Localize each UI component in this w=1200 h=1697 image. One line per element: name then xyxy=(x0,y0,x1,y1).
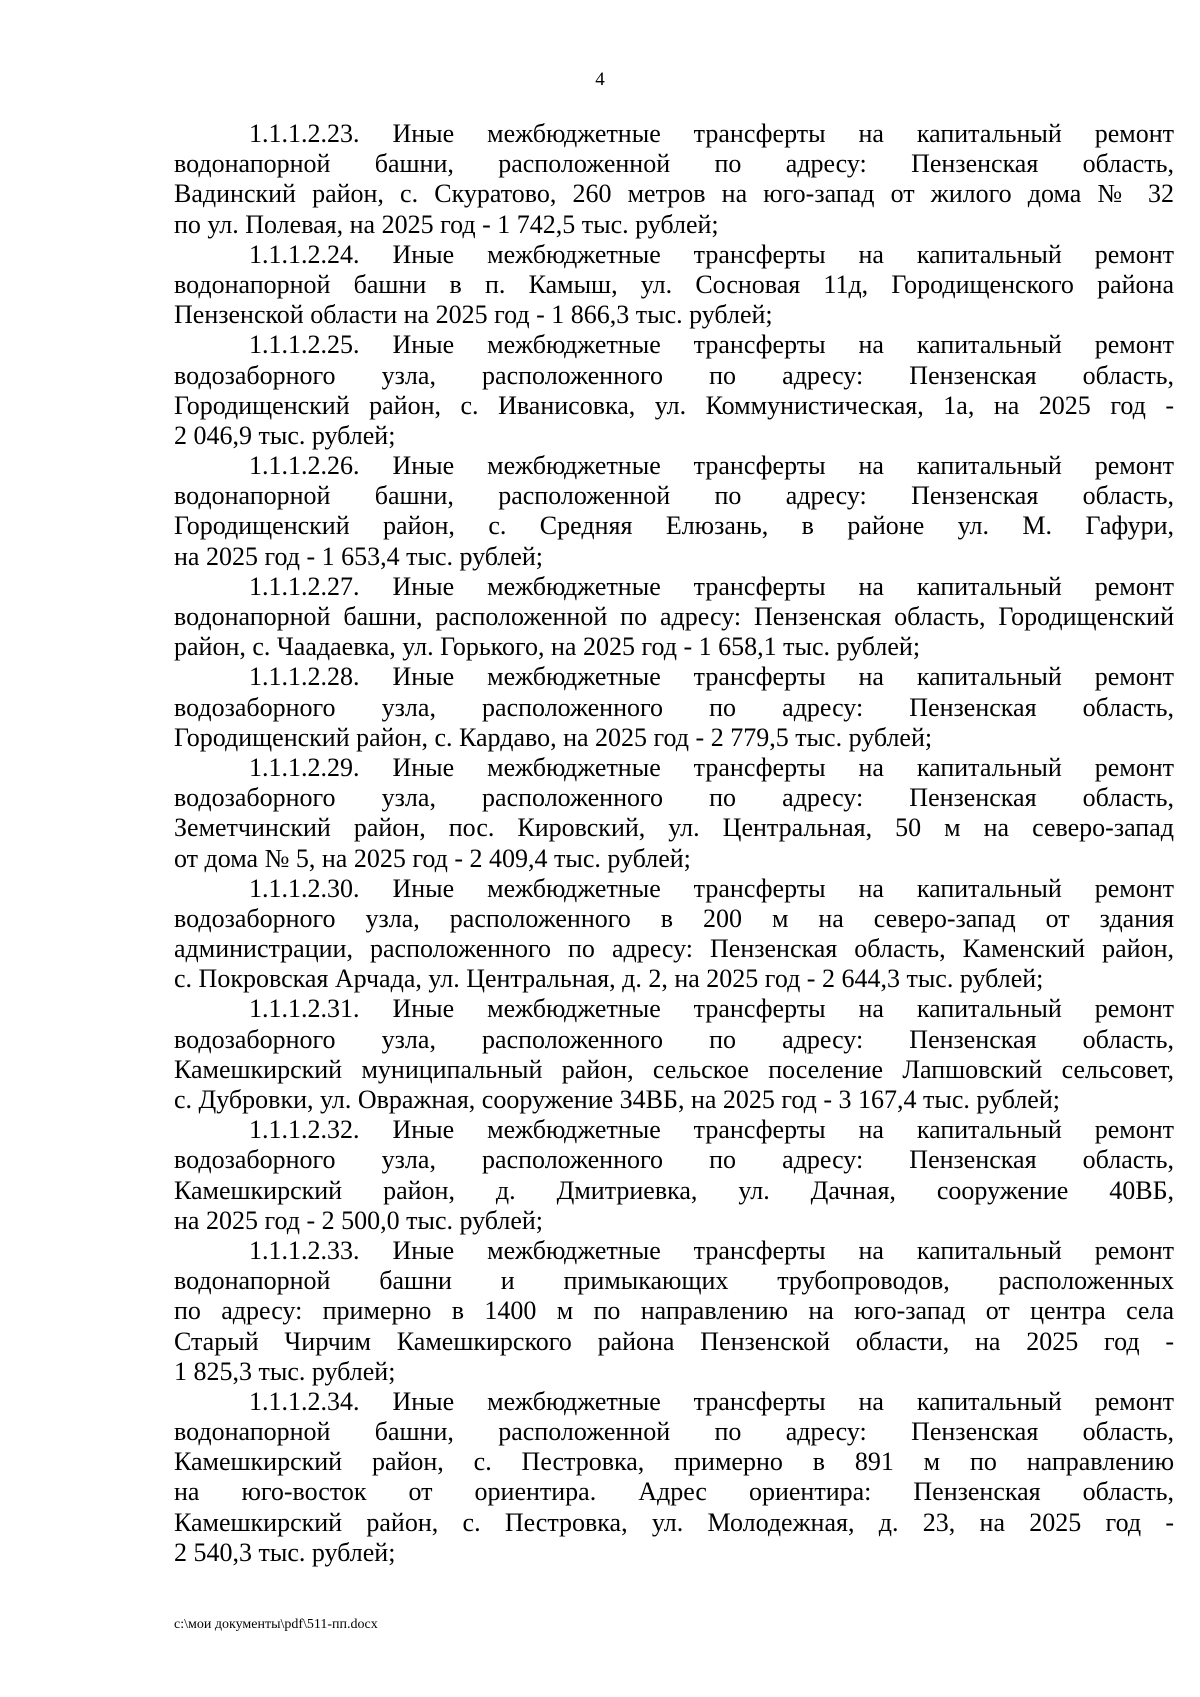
paragraph-line: водонапорной башни, расположенной по адресу: Пензенская область, xyxy=(174,481,1174,511)
paragraph-first-line: 1.1.1.2.25. Иные межбюджетные трансферты на капитальный ремонт xyxy=(249,330,1174,360)
paragraph-line: Городищенский район, с. Средняя Елюзань, в районе ул. М. Гафури, xyxy=(174,511,1174,541)
paragraph-line: водонапорной башни, расположенной по адресу: Пензенская область, xyxy=(174,1417,1174,1447)
paragraph-first-line: 1.1.1.2.31. Иные межбюджетные трансферты на капитальный ремонт xyxy=(249,994,1174,1024)
paragraph-first-line: 1.1.1.2.32. Иные межбюджетные трансферты на капитальный ремонт xyxy=(249,1115,1174,1145)
paragraph-item xyxy=(174,994,1174,1115)
paragraph-line: водонапорной башни в п. Камыш, ул. Сосновая 11д, Городищенского района xyxy=(174,269,1174,299)
paragraph-first-line: 1.1.1.2.26. Иные межбюджетные трансферты на капитальный ремонт xyxy=(249,451,1174,481)
paragraph-line: водозаборного узла, расположенного по адресу: Пензенская область, xyxy=(174,692,1174,722)
paragraph-item xyxy=(174,1387,1174,1568)
paragraph-item xyxy=(174,1115,1174,1236)
paragraph-first-line: 1.1.1.2.28. Иные межбюджетные трансферты на капитальный ремонт xyxy=(249,662,1174,692)
paragraph-item xyxy=(174,451,1174,572)
paragraph-line: водонапорной башни, расположенной по адресу: Пензенская область, xyxy=(174,149,1174,179)
paragraph-line: 2 540,3 тыс. рублей; xyxy=(174,1537,396,1567)
document-body xyxy=(174,119,1174,1568)
paragraph-line: водозаборного узла, расположенного по адресу: Пензенская область, xyxy=(174,783,1174,813)
paragraph-line: от дома № 5, на 2025 год - 2 409,4 тыс. рублей; xyxy=(174,843,691,873)
paragraph-line: Камешкирский район, с. Пестровка, ул. Молодежная, д. 23, на 2025 год - xyxy=(174,1507,1174,1537)
paragraph-line: по ул. Полевая, на 2025 год - 1 742,5 тыс. рублей; xyxy=(174,209,719,239)
paragraph-first-line: 1.1.1.2.30. Иные межбюджетные трансферты на капитальный ремонт xyxy=(249,873,1174,903)
paragraph-line: 1 825,3 тыс. рублей; xyxy=(174,1356,396,1386)
paragraph-line: Старый Чирчим Камешкирского района Пензенской области, на 2025 год - xyxy=(174,1326,1174,1356)
paragraph-item xyxy=(174,662,1174,753)
paragraph-line: водозаборного узла, расположенного в 200 м на северо-запад от здания xyxy=(174,903,1174,933)
paragraph-line: Пензенской области на 2025 год - 1 866,3 тыс. рублей; xyxy=(174,300,773,330)
paragraph-line: с. Покровская Арчада, ул. Центральная, д. 2, на 2025 год - 2 644,3 тыс. рублей; xyxy=(174,964,1044,994)
paragraph-line: Городищенский район, с. Кардаво, на 2025 год - 2 779,5 тыс. рублей; xyxy=(174,722,933,752)
paragraph-item xyxy=(174,1236,1174,1387)
paragraph-line: на 2025 год - 1 653,4 тыс. рублей; xyxy=(174,541,544,571)
paragraph-line: Камешкирский район, д. Дмитриевка, ул. Дачная, сооружение 40ВБ, xyxy=(174,1175,1174,1205)
paragraph-line: водозаборного узла, расположенного по адресу: Пензенская область, xyxy=(174,1145,1174,1175)
paragraph-item xyxy=(174,572,1174,663)
paragraph-line: с. Дубровки, ул. Овражная, сооружение 34ВБ, на 2025 год - 3 167,4 тыс. рублей; xyxy=(174,1085,1060,1114)
paragraph-first-line: 1.1.1.2.27. Иные межбюджетные трансферты на капитальный ремонт xyxy=(249,571,1174,601)
paragraph-first-line: 1.1.1.2.29. Иные межбюджетные трансферты на капитальный ремонт xyxy=(249,752,1174,782)
paragraph-line: Камешкирский муниципальный район, сельское поселение Лапшовский сельсовет, xyxy=(174,1054,1174,1084)
paragraph-line: на юго-восток от ориентира. Адрес ориентира: Пензенская область, xyxy=(174,1477,1174,1507)
paragraph-line: 2 046,9 тыс. рублей; xyxy=(174,420,396,450)
paragraph-line: на 2025 год - 2 500,0 тыс. рублей; xyxy=(174,1205,544,1235)
paragraph-line: водозаборного узла, расположенного по адресу: Пензенская область, xyxy=(174,1024,1174,1054)
paragraph-item xyxy=(174,119,1174,240)
paragraph-item xyxy=(174,240,1174,331)
paragraph-item xyxy=(174,753,1174,874)
paragraph-line: по адресу: примерно в 1400 м по направлению на юго-запад от центра села xyxy=(174,1296,1174,1326)
paragraph-first-line: 1.1.1.2.24. Иные межбюджетные трансферты на капитальный ремонт xyxy=(249,239,1174,269)
paragraph-line: Камешкирский район, с. Пестровка, примерно в 891 м по направлению xyxy=(174,1447,1174,1477)
paragraph-line: администрации, расположенного по адресу: Пензенская область, Каменский район, xyxy=(174,934,1174,964)
paragraph-line: Земетчинский район, пос. Кировский, ул. Центральная, 50 м на северо-запад xyxy=(174,813,1174,843)
paragraph-first-line: 1.1.1.2.34. Иные межбюджетные трансферты на капитальный ремонт xyxy=(249,1386,1174,1416)
paragraph-item xyxy=(174,874,1174,995)
paragraph-line: район, с. Чаадаевка, ул. Горького, на 2025 год - 1 658,1 тыс. рублей; xyxy=(174,632,921,662)
paragraph-line: Городищенский район, с. Иванисовка, ул. Коммунистическая, 1а, на 2025 год - xyxy=(174,390,1174,420)
paragraph-line: водонапорной башни, расположенной по адресу: Пензенская область, Городищенский xyxy=(174,602,1174,631)
page-number: 4 xyxy=(595,69,605,90)
paragraph-item xyxy=(174,330,1174,451)
paragraph-first-line: 1.1.1.2.33. Иные межбюджетные трансферты на капитальный ремонт xyxy=(249,1235,1174,1265)
paragraph-line: водонапорной башни и примыкающих трубопроводов, расположенных xyxy=(174,1266,1174,1296)
paragraph-line: Вадинский район, с. Скуратово, 260 метров на юго-запад от жилого дома № 32 xyxy=(174,179,1174,209)
footer-file-path: c:\мои документы\pdf\511-пп.docx xyxy=(174,1617,378,1632)
paragraph-line: водозаборного узла, расположенного по адресу: Пензенская область, xyxy=(174,360,1174,390)
paragraph-first-line: 1.1.1.2.23. Иные межбюджетные трансферты на капитальный ремонт xyxy=(249,119,1174,148)
